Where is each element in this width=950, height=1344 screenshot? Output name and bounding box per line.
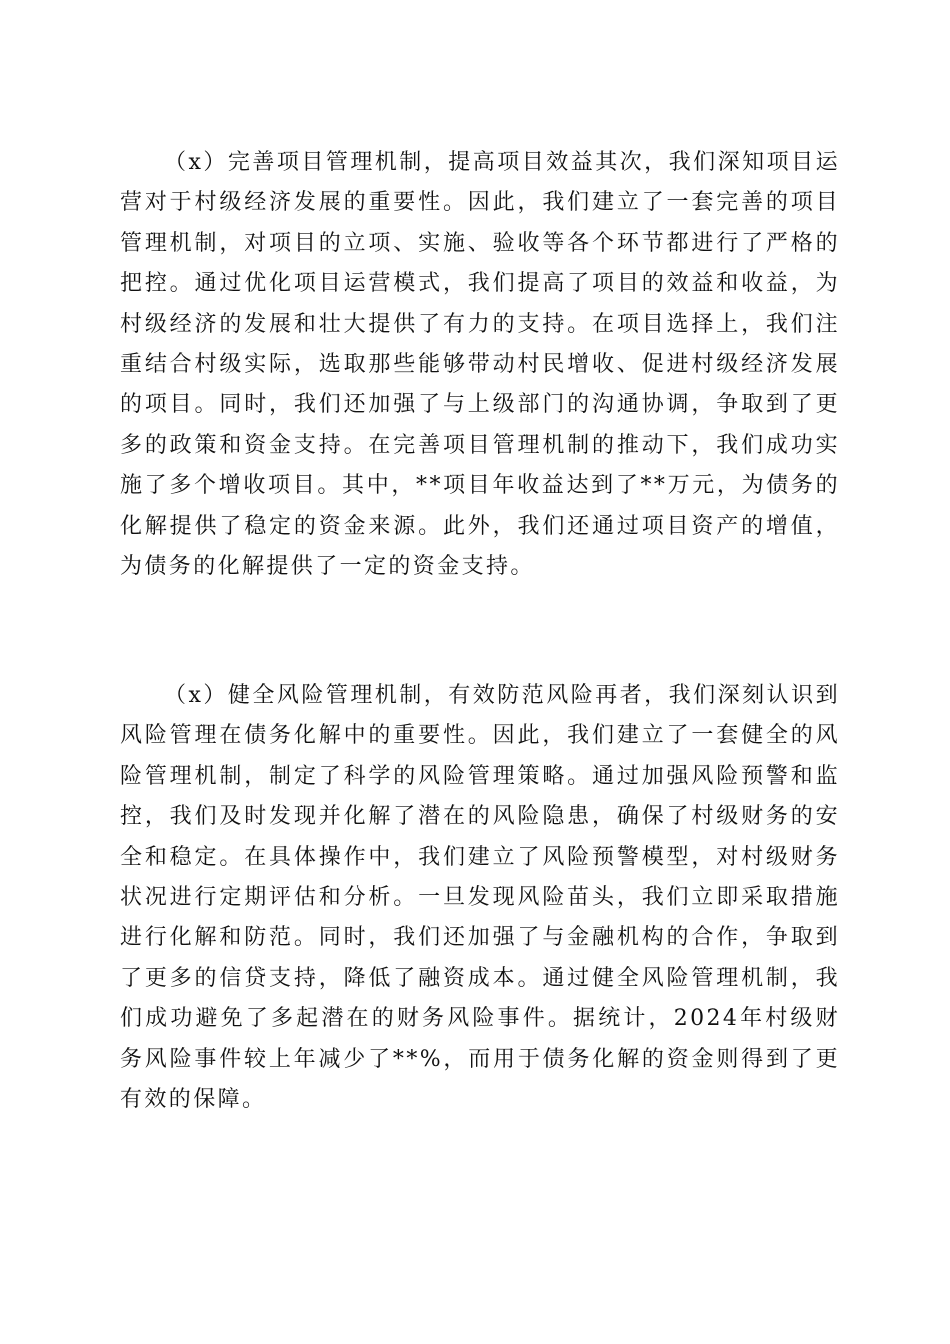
paragraph-project-management: （x）完善项目管理机制，提高项目效益其次，我们深知项目运营对于村级经济发展的重要性。因此，我们建立了一套完善的项目管理机制，对项目的立项、实施、验收等各个环节都进行了严格的把控。通过优化项目运营模式，我们提高了项目的效益和收益，为村级经济的发展和壮大提供了有力的支持。在项目选择上，我们注重结合村级实际，选取那些能够带动村民增收、促进村级经济发展的项目。同时，我们还加强了与上级部门的沟通协调，争取到了更多的政策和资金支持。在完善项目管理机制的推动下，我们成功实施了多个增收项目。其中，**项目年收益达到了**万元，为债务的化解提供了稳定的资金来源。此外，我们还通过项目资产的增值，为债务的化解提供了一定的资金支持。	[120, 150, 840, 580]
paragraph-risk-management: （x）健全风险管理机制，有效防范风险再者，我们深刻认识到风险管理在债务化解中的重要性。因此，我们建立了一套健全的风险管理机制，制定了科学的风险管理策略。通过加强风险预警和监控，我们及时发现并化解了潜在的风险隐患，确保了村级财务的安全和稳定。在具体操作中，我们建立了风险预警模型，对村级财务状况进行定期评估和分析。一旦发现风险苗头，我们立即采取措施进行化解和防范。同时，我们还加强了与金融机构的合作，争取到了更多的信贷支持，降低了融资成本。通过健全风险管理机制，我们成功避免了多起潜在的财务风险事件。据统计，2024年村级财务风险事件较上年减少了**%，而用于债务化解的资金则得到了更有效的保障。	[120, 683, 840, 1113]
